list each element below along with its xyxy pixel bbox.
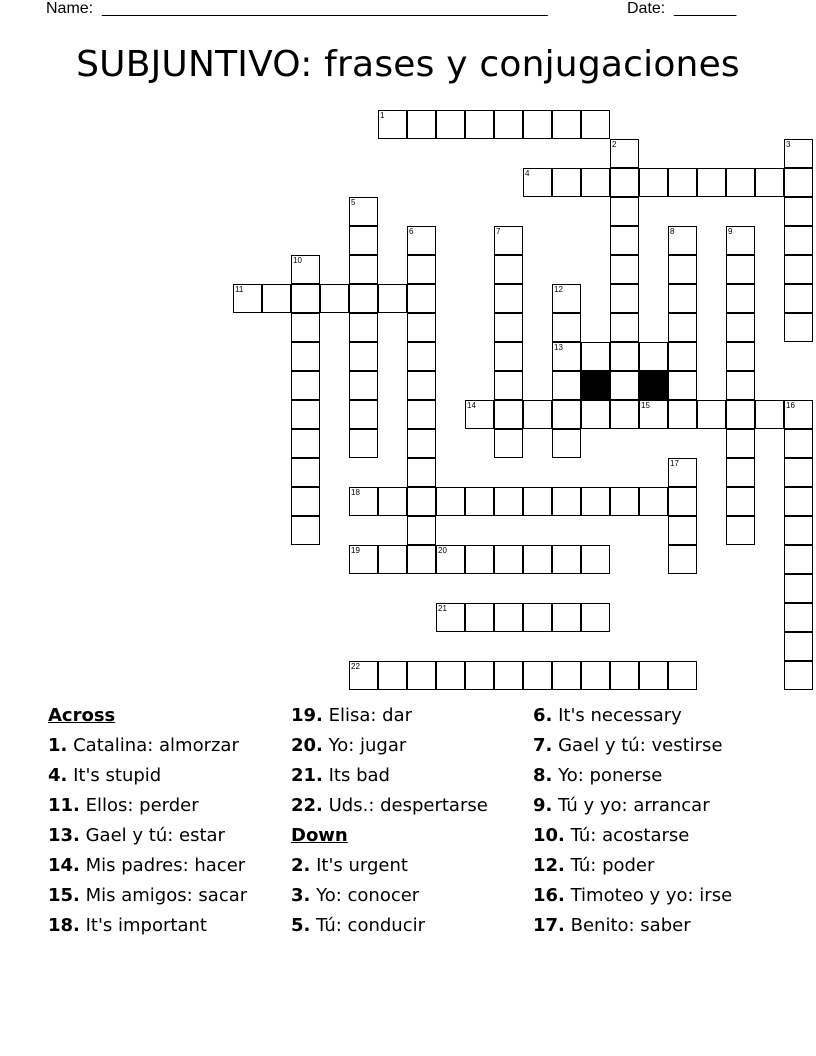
letter-square[interactable] xyxy=(726,429,755,458)
letter-square[interactable] xyxy=(639,342,668,371)
clue-number: 18 xyxy=(351,488,360,497)
letter-square[interactable] xyxy=(610,168,639,197)
letter-square[interactable] xyxy=(523,661,552,690)
letter-square[interactable] xyxy=(639,400,668,429)
letter-square[interactable] xyxy=(610,226,639,255)
clue-across-14: 14. Mis padres: hacer xyxy=(48,855,246,876)
letter-square[interactable] xyxy=(291,342,320,371)
letter-square[interactable] xyxy=(552,603,581,632)
letter-square[interactable] xyxy=(378,487,407,516)
letter-square[interactable] xyxy=(436,603,465,632)
letter-square[interactable] xyxy=(465,487,494,516)
page-title: SUBJUNTIVO: frases y conjugaciones xyxy=(76,44,740,85)
letter-square[interactable] xyxy=(668,458,697,487)
clue-number: 22 xyxy=(351,662,360,671)
clue-down-12: 12. Tú: poder xyxy=(533,855,655,876)
letter-square[interactable] xyxy=(581,487,610,516)
letter-square[interactable] xyxy=(378,284,407,313)
letter-square[interactable] xyxy=(552,429,581,458)
letter-square[interactable] xyxy=(668,313,697,342)
letter-square[interactable] xyxy=(610,284,639,313)
letter-square[interactable] xyxy=(407,487,436,516)
letter-square[interactable] xyxy=(610,342,639,371)
across-heading: Across xyxy=(48,705,116,726)
letter-square[interactable] xyxy=(784,168,813,197)
letter-square[interactable] xyxy=(349,342,378,371)
letter-square[interactable] xyxy=(552,400,581,429)
letter-square[interactable] xyxy=(639,661,668,690)
letter-square[interactable] xyxy=(668,284,697,313)
letter-square[interactable] xyxy=(291,458,320,487)
letter-square[interactable] xyxy=(494,110,523,139)
letter-square[interactable] xyxy=(726,371,755,400)
letter-square[interactable] xyxy=(726,458,755,487)
letter-square[interactable] xyxy=(610,255,639,284)
clue-down-16: 16. Timoteo y yo: irse xyxy=(533,885,733,906)
name-label: Name: xyxy=(46,0,94,17)
letter-square[interactable] xyxy=(407,313,436,342)
letter-square[interactable] xyxy=(784,516,813,545)
letter-square[interactable] xyxy=(378,110,407,139)
letter-square[interactable] xyxy=(407,284,436,313)
clue-across-19: 19. Elisa: dar xyxy=(291,705,413,726)
letter-square[interactable] xyxy=(349,429,378,458)
letter-square[interactable] xyxy=(581,342,610,371)
letter-square[interactable] xyxy=(552,284,581,313)
letter-square[interactable] xyxy=(407,226,436,255)
clue-across-4: 4. It's stupid xyxy=(48,765,162,786)
clue-across-21: 21. Its bad xyxy=(291,765,390,786)
letter-square[interactable] xyxy=(291,516,320,545)
letter-square[interactable] xyxy=(726,342,755,371)
letter-square[interactable] xyxy=(784,545,813,574)
letter-square[interactable] xyxy=(726,313,755,342)
letter-square[interactable] xyxy=(494,255,523,284)
clue-number: 19 xyxy=(351,546,360,555)
letter-square[interactable] xyxy=(407,255,436,284)
letter-square[interactable] xyxy=(291,284,320,313)
letter-square[interactable] xyxy=(552,545,581,574)
clue-down-2: 2. It's urgent xyxy=(291,855,408,876)
letter-square[interactable] xyxy=(784,458,813,487)
letter-square[interactable] xyxy=(291,487,320,516)
clue-across-20: 20. Yo: jugar xyxy=(291,735,407,756)
clue-number: 21 xyxy=(438,604,447,613)
name-blank-line[interactable]: _____________________________________________________ xyxy=(102,0,548,17)
letter-square[interactable] xyxy=(349,226,378,255)
letter-square[interactable] xyxy=(465,110,494,139)
clue-down-5: 5. Tú: conducir xyxy=(291,915,426,936)
clue-down-6: 6. It's necessary xyxy=(533,705,682,726)
letter-square[interactable] xyxy=(726,284,755,313)
clue-column-1 xyxy=(48,701,247,941)
clue-number: 15 xyxy=(641,401,650,410)
letter-square[interactable] xyxy=(494,371,523,400)
letter-square[interactable] xyxy=(378,545,407,574)
letter-square[interactable] xyxy=(465,603,494,632)
letter-square[interactable] xyxy=(494,284,523,313)
black-square xyxy=(639,371,668,400)
clue-down-10: 10. Tú: acostarse xyxy=(533,825,690,846)
clue-number: 17 xyxy=(670,459,679,468)
letter-square[interactable] xyxy=(233,284,262,313)
letter-square[interactable] xyxy=(668,226,697,255)
clue-number: 7 xyxy=(496,227,501,236)
letter-square[interactable] xyxy=(610,661,639,690)
letter-square[interactable] xyxy=(262,284,291,313)
letter-square[interactable] xyxy=(610,313,639,342)
letter-square[interactable] xyxy=(581,110,610,139)
letter-square[interactable] xyxy=(349,371,378,400)
letter-square[interactable] xyxy=(726,226,755,255)
letter-square[interactable] xyxy=(668,545,697,574)
letter-square[interactable] xyxy=(494,661,523,690)
letter-square[interactable] xyxy=(610,400,639,429)
letter-square[interactable] xyxy=(436,110,465,139)
letter-square[interactable] xyxy=(697,400,726,429)
letter-square[interactable] xyxy=(291,371,320,400)
letter-square[interactable] xyxy=(494,400,523,429)
clue-number: 1 xyxy=(380,111,385,120)
clue-column-3 xyxy=(533,701,732,941)
letter-square[interactable] xyxy=(784,429,813,458)
letter-square[interactable] xyxy=(668,400,697,429)
letter-square[interactable] xyxy=(349,487,378,516)
letter-square[interactable] xyxy=(407,429,436,458)
letter-square[interactable] xyxy=(784,487,813,516)
letter-square[interactable] xyxy=(465,400,494,429)
letter-square[interactable] xyxy=(784,574,813,603)
letter-square[interactable] xyxy=(494,342,523,371)
clue-across-11: 11. Ellos: perder xyxy=(48,795,199,816)
clue-across-15: 15. Mis amigos: sacar xyxy=(48,885,248,906)
letter-square[interactable] xyxy=(581,661,610,690)
letter-square[interactable] xyxy=(784,661,813,690)
letter-square[interactable] xyxy=(494,226,523,255)
letter-square[interactable] xyxy=(349,197,378,226)
letter-square[interactable] xyxy=(407,400,436,429)
letter-square[interactable] xyxy=(523,110,552,139)
letter-square[interactable] xyxy=(784,226,813,255)
clue-down-7: 7. Gael y tú: vestirse xyxy=(533,735,723,756)
clue-number: 20 xyxy=(438,546,447,555)
letter-square[interactable] xyxy=(610,487,639,516)
letter-square[interactable] xyxy=(552,342,581,371)
letter-square[interactable] xyxy=(668,661,697,690)
letter-square[interactable] xyxy=(755,168,784,197)
clue-number: 5 xyxy=(351,198,356,207)
letter-square[interactable] xyxy=(552,168,581,197)
letter-square[interactable] xyxy=(726,255,755,284)
letter-square[interactable] xyxy=(581,603,610,632)
clue-number: 13 xyxy=(554,343,563,352)
clue-number: 10 xyxy=(293,256,302,265)
letter-square[interactable] xyxy=(494,313,523,342)
letter-square[interactable] xyxy=(407,110,436,139)
letter-square[interactable] xyxy=(407,458,436,487)
clue-number: 11 xyxy=(235,285,244,294)
letter-square[interactable] xyxy=(726,516,755,545)
clue-down-9: 9. Tú y yo: arrancar xyxy=(533,795,710,816)
letter-square[interactable] xyxy=(581,168,610,197)
letter-square[interactable] xyxy=(668,168,697,197)
letter-square[interactable] xyxy=(349,400,378,429)
date-label: Date: xyxy=(627,0,666,17)
letter-square[interactable] xyxy=(726,400,755,429)
letter-square[interactable] xyxy=(784,400,813,429)
letter-square[interactable] xyxy=(784,313,813,342)
letter-square[interactable] xyxy=(349,313,378,342)
clue-number: 4 xyxy=(525,169,530,178)
clue-number: 9 xyxy=(728,227,733,236)
date-blank-line[interactable]: _______ xyxy=(674,0,737,17)
letter-square[interactable] xyxy=(552,371,581,400)
letter-square[interactable] xyxy=(407,516,436,545)
letter-square[interactable] xyxy=(523,400,552,429)
letter-square[interactable] xyxy=(291,429,320,458)
down-heading: Down xyxy=(291,825,348,846)
letter-square[interactable] xyxy=(610,139,639,168)
clue-number: 12 xyxy=(554,285,563,294)
clue-down-3: 3. Yo: conocer xyxy=(291,885,420,906)
clue-down-8: 8. Yo: ponerse xyxy=(533,765,663,786)
black-square xyxy=(581,371,610,400)
letter-square[interactable] xyxy=(610,197,639,226)
letter-square[interactable] xyxy=(407,342,436,371)
letter-square[interactable] xyxy=(668,342,697,371)
clue-across-1: 1. Catalina: almorzar xyxy=(48,735,239,756)
letter-square[interactable] xyxy=(523,487,552,516)
letter-square[interactable] xyxy=(407,661,436,690)
letter-square[interactable] xyxy=(784,603,813,632)
letter-square[interactable] xyxy=(784,255,813,284)
clue-number: 2 xyxy=(612,140,617,149)
letter-square[interactable] xyxy=(320,284,349,313)
letter-square[interactable] xyxy=(523,168,552,197)
letter-square[interactable] xyxy=(726,487,755,516)
letter-square[interactable] xyxy=(581,545,610,574)
letter-square[interactable] xyxy=(436,487,465,516)
letter-square[interactable] xyxy=(668,255,697,284)
letter-square[interactable] xyxy=(291,255,320,284)
letter-square[interactable] xyxy=(726,168,755,197)
letter-square[interactable] xyxy=(349,284,378,313)
letter-square[interactable] xyxy=(523,545,552,574)
clue-down-17: 17. Benito: saber xyxy=(533,915,691,936)
letter-square[interactable] xyxy=(784,284,813,313)
clue-across-13: 13. Gael y tú: estar xyxy=(48,825,225,846)
letter-square[interactable] xyxy=(552,487,581,516)
letter-square[interactable] xyxy=(784,632,813,661)
letter-square[interactable] xyxy=(407,371,436,400)
letter-square[interactable] xyxy=(552,110,581,139)
letter-square[interactable] xyxy=(639,487,668,516)
letter-square[interactable] xyxy=(494,603,523,632)
clue-number: 3 xyxy=(786,140,791,149)
letter-square[interactable] xyxy=(349,661,378,690)
letter-square[interactable] xyxy=(697,168,726,197)
letter-square[interactable] xyxy=(755,400,784,429)
letter-square[interactable] xyxy=(552,313,581,342)
letter-square[interactable] xyxy=(523,603,552,632)
letter-square[interactable] xyxy=(494,429,523,458)
clue-number: 8 xyxy=(670,227,675,236)
letter-square[interactable] xyxy=(581,400,610,429)
letter-square[interactable] xyxy=(494,487,523,516)
letter-square[interactable] xyxy=(784,139,813,168)
letter-square[interactable] xyxy=(610,371,639,400)
clue-number: 6 xyxy=(409,227,414,236)
letter-square[interactable] xyxy=(465,545,494,574)
letter-square[interactable] xyxy=(639,168,668,197)
letter-square[interactable] xyxy=(291,313,320,342)
clue-number: 16 xyxy=(786,401,795,410)
letter-square[interactable] xyxy=(465,661,494,690)
letter-square[interactable] xyxy=(349,545,378,574)
letter-square[interactable] xyxy=(349,255,378,284)
letter-square[interactable] xyxy=(668,371,697,400)
letter-square[interactable] xyxy=(436,661,465,690)
clue-across-22: 22. Uds.: despertarse xyxy=(291,795,488,816)
letter-square[interactable] xyxy=(436,545,465,574)
letter-square[interactable] xyxy=(784,197,813,226)
clue-across-18: 18. It's important xyxy=(48,915,207,936)
letter-square[interactable] xyxy=(407,545,436,574)
letter-square[interactable] xyxy=(668,487,697,516)
letter-square[interactable] xyxy=(291,400,320,429)
letter-square[interactable] xyxy=(552,661,581,690)
clue-number: 14 xyxy=(467,401,476,410)
letter-square[interactable] xyxy=(378,661,407,690)
letter-square[interactable] xyxy=(494,545,523,574)
letter-square[interactable] xyxy=(668,516,697,545)
clue-column-2 xyxy=(291,701,488,941)
